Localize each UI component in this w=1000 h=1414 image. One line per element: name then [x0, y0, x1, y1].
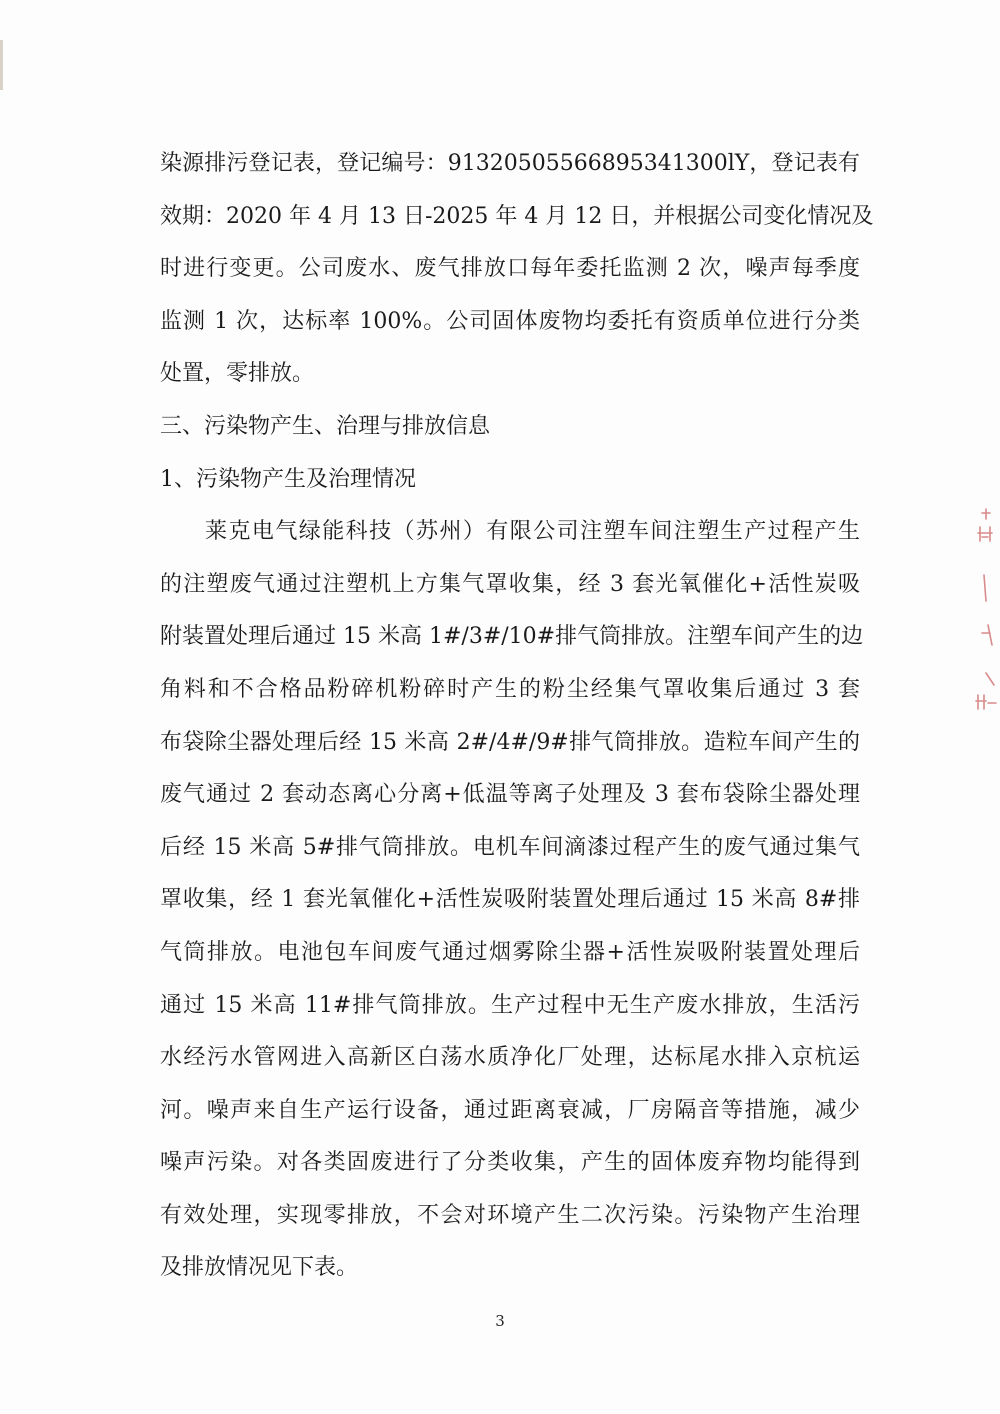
text-line: 效期：2020 年 4 月 13 日-2025 年 4 月 12 日，并根据公司变化情况及	[160, 203, 874, 229]
text-line: 染源排污登记表，登记编号：91320505566895341300lY，登记表有	[160, 151, 860, 176]
text-line: 莱克电气绿能科技（苏州）有限公司注塑车间注塑生产过程产生	[205, 519, 860, 545]
text-line: 附装置处理后通过 15 米高 1#/3#/10#排气筒排放。注塑车间产生的边	[160, 624, 864, 650]
page-number: 3	[495, 1312, 505, 1330]
text-line: 噪声污染。对各类固废进行了分类收集，产生的固体废弃物均能得到	[160, 1150, 860, 1176]
text-line: 河。噪声来自生产运行设备，通过距离衰减，厂房隔音等措施，减少	[160, 1097, 860, 1123]
binding-mark	[0, 40, 3, 90]
text-line: 有效处理，实现零排放，不会对环境产生二次污染。污染物产生治理	[160, 1202, 860, 1228]
paragraph-pollution-treatment	[160, 506, 864, 1295]
text-line: 废气通过 2 套动态离心分离+低温等离子处理及 3 套布袋除尘器处理	[160, 782, 860, 808]
section-heading: 三、污染物产生、治理与排放信息	[160, 413, 491, 439]
text-line: 罩收集，经 1 套光氧催化+活性炭吸附装置处理后通过 15 米高 8#排	[160, 887, 860, 913]
text-line: 时进行变更。公司废水、废气排放口每年委托监测 2 次，噪声每季度	[160, 256, 860, 282]
page-body	[160, 138, 874, 1295]
text-line: 处置，零排放。	[160, 361, 315, 387]
text-line: 及排放情况见下表。	[160, 1255, 359, 1281]
text-line: 气筒排放。电池包车间废气通过烟雾除尘器+活性炭吸附装置处理后	[160, 939, 860, 965]
paragraph-registration	[160, 138, 874, 401]
text-line: 布袋除尘器处理后经 15 米高 2#/4#/9#排气筒排放。造粒车间产生的	[160, 729, 860, 755]
text-line: 水经污水管网进入高新区白荡水质净化厂处理，达标尾水排入京杭运	[160, 1045, 860, 1071]
subsection-heading: 1、污染物产生及治理情况	[160, 466, 416, 492]
seal-stamp-fragment	[968, 505, 1000, 725]
text-line: 后经 15 米高 5#排气筒排放。电机车间滴漆过程产生的废气通过集气	[160, 834, 860, 860]
text-line: 角料和不合格品粉碎机粉碎时产生的粉尘经集气罩收集后通过 3 套	[160, 676, 860, 702]
text-line: 的注塑废气通过注塑机上方集气罩收集，经 3 套光氧催化+活性炭吸	[160, 571, 860, 597]
text-line: 监测 1 次，达标率 100%。公司固体废物均委托有资质单位进行分类	[160, 308, 860, 334]
text-line: 通过 15 米高 11#排气筒排放。生产过程中无生产废水排放，生活污	[160, 992, 860, 1018]
